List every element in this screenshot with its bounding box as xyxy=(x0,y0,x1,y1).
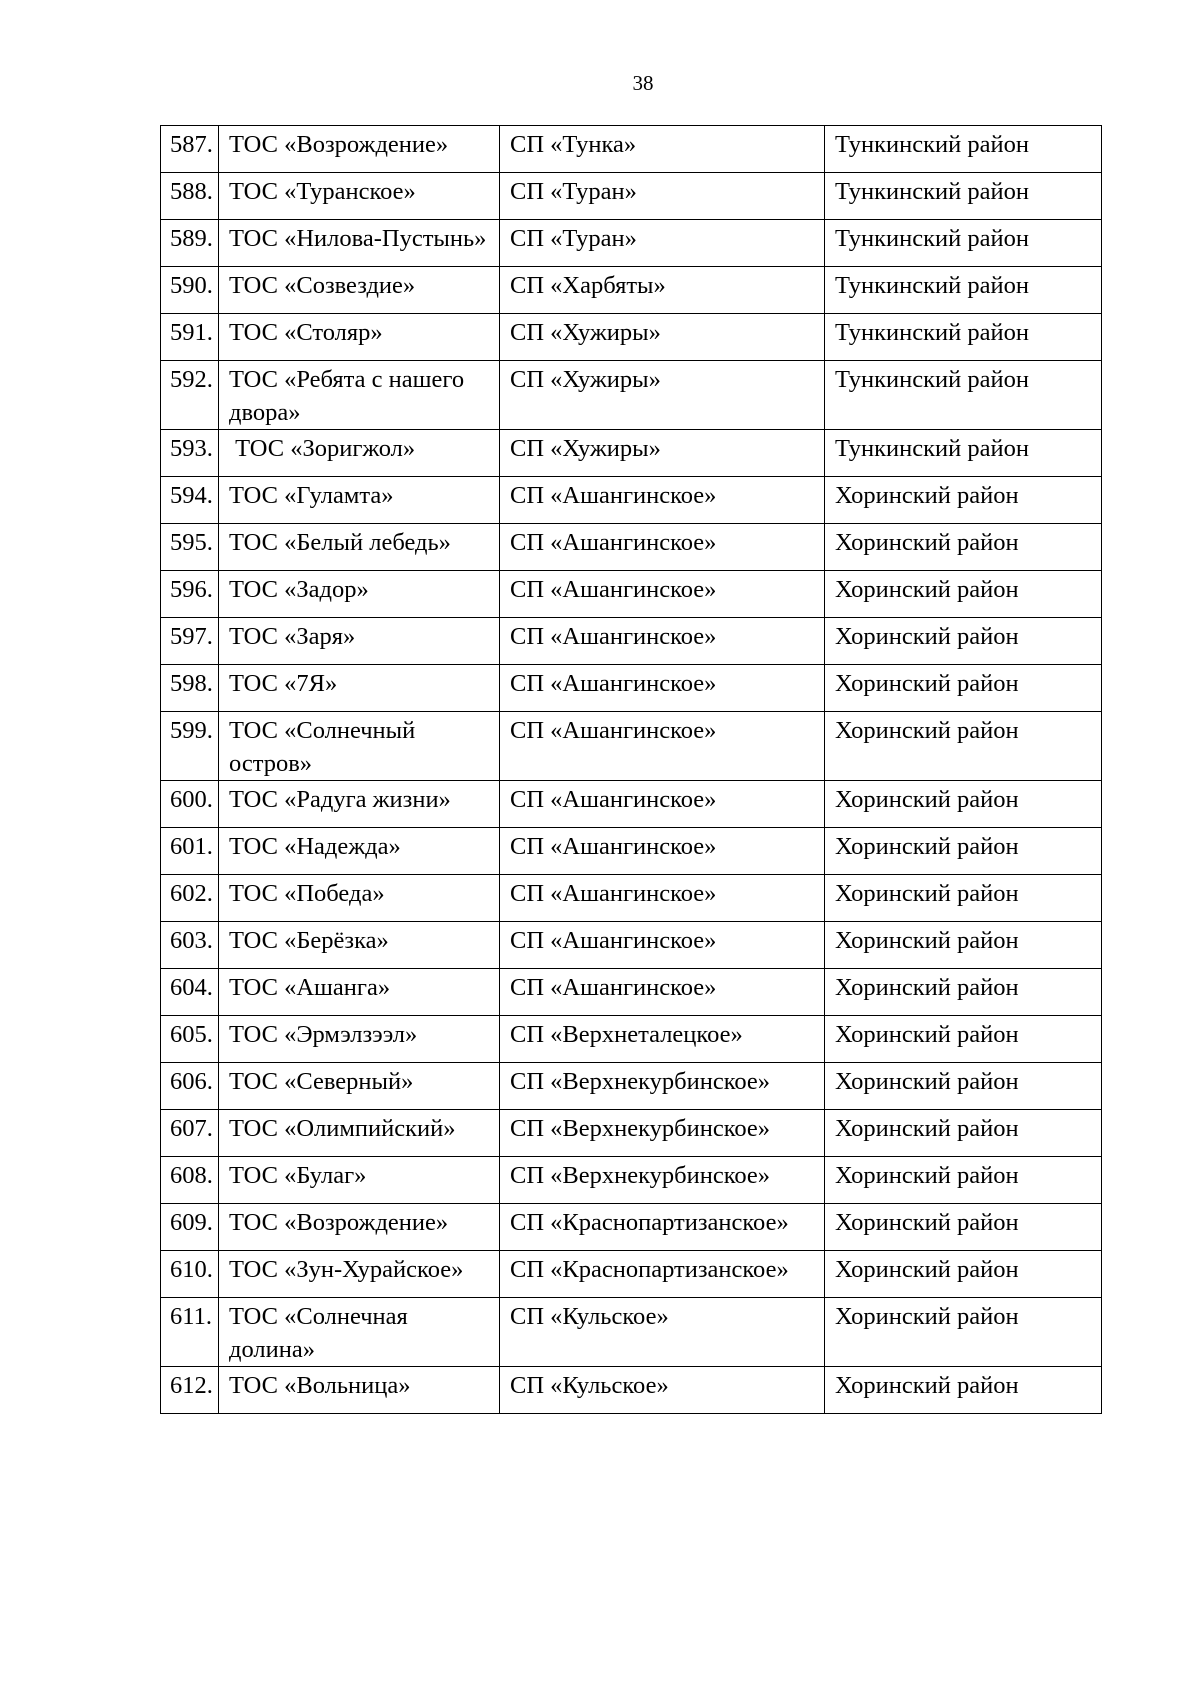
page-number: 38 xyxy=(632,71,654,95)
district-name: Тункинский район xyxy=(825,361,1102,430)
district-name: Тункинский район xyxy=(825,314,1102,361)
table-row xyxy=(161,712,1102,781)
tos-name: ТОС «Северный» xyxy=(219,1063,500,1110)
settlement-name: СП «Верхнекурбинское» xyxy=(500,1157,825,1204)
table-row xyxy=(161,828,1102,875)
table-row xyxy=(161,314,1102,361)
settlement-name: СП «Верхнекурбинское» xyxy=(500,1063,825,1110)
settlement-name: СП «Ашангинское» xyxy=(500,781,825,828)
table-row xyxy=(161,477,1102,524)
row-number: 600. xyxy=(161,781,219,828)
tos-name: ТОС «Гуламта» xyxy=(219,477,500,524)
tos-name: ТОС «Солнечный остров» xyxy=(219,712,500,781)
tos-name: ТОС «Победа» xyxy=(219,875,500,922)
district-name: Хоринский район xyxy=(825,1251,1102,1298)
row-number: 596. xyxy=(161,571,219,618)
row-number: 604. xyxy=(161,969,219,1016)
tos-name: ТОС «7Я» xyxy=(219,665,500,712)
tos-name: ТОС «Эрмэлзээл» xyxy=(219,1016,500,1063)
row-number: 587. xyxy=(161,126,219,173)
row-number: 597. xyxy=(161,618,219,665)
row-number: 590. xyxy=(161,267,219,314)
settlement-name: СП «Ашангинское» xyxy=(500,524,825,571)
row-number: 598. xyxy=(161,665,219,712)
row-number: 589. xyxy=(161,220,219,267)
tos-name: ТОС «Берёзка» xyxy=(219,922,500,969)
tos-registry-table xyxy=(160,125,1102,1414)
district-name: Хоринский район xyxy=(825,1110,1102,1157)
row-number: 605. xyxy=(161,1016,219,1063)
settlement-name: СП «Краснопартизанское» xyxy=(500,1204,825,1251)
district-name: Хоринский район xyxy=(825,571,1102,618)
settlement-name: СП «Ашангинское» xyxy=(500,477,825,524)
district-name: Тункинский район xyxy=(825,126,1102,173)
table-row xyxy=(161,1367,1102,1414)
table-row xyxy=(161,1157,1102,1204)
table-row xyxy=(161,781,1102,828)
district-name: Хоринский район xyxy=(825,618,1102,665)
district-name: Хоринский район xyxy=(825,1016,1102,1063)
settlement-name: СП «Ашангинское» xyxy=(500,922,825,969)
table-row xyxy=(161,220,1102,267)
district-name: Хоринский район xyxy=(825,477,1102,524)
tos-name: ТОС «Зоригжол» xyxy=(219,430,500,477)
tos-name: ТОС «Задор» xyxy=(219,571,500,618)
settlement-name: СП «Ашангинское» xyxy=(500,571,825,618)
settlement-name: СП «Хужиры» xyxy=(500,314,825,361)
tos-name: ТОС «Олимпийский» xyxy=(219,1110,500,1157)
table-row xyxy=(161,524,1102,571)
settlement-name: СП «Хужиры» xyxy=(500,430,825,477)
settlement-name: СП «Ашангинское» xyxy=(500,665,825,712)
row-number: 611. xyxy=(161,1298,219,1367)
settlement-name: СП «Ашангинское» xyxy=(500,969,825,1016)
table-row xyxy=(161,665,1102,712)
row-number: 602. xyxy=(161,875,219,922)
table-row xyxy=(161,361,1102,430)
table-row xyxy=(161,1110,1102,1157)
row-number: 603. xyxy=(161,922,219,969)
row-number: 610. xyxy=(161,1251,219,1298)
table-row xyxy=(161,571,1102,618)
settlement-name: СП «Ашангинское» xyxy=(500,712,825,781)
row-number: 591. xyxy=(161,314,219,361)
district-name: Хоринский район xyxy=(825,875,1102,922)
district-name: Хоринский район xyxy=(825,781,1102,828)
settlement-name: СП «Ашангинское» xyxy=(500,828,825,875)
table-row xyxy=(161,1204,1102,1251)
settlement-name: СП «Кульское» xyxy=(500,1367,825,1414)
tos-name: ТОС «Заря» xyxy=(219,618,500,665)
settlement-name: СП «Верхнекурбинское» xyxy=(500,1110,825,1157)
table-row xyxy=(161,126,1102,173)
district-name: Хоринский район xyxy=(825,1204,1102,1251)
tos-name: ТОС «Созвездие» xyxy=(219,267,500,314)
tos-name: ТОС «Ашанга» xyxy=(219,969,500,1016)
row-number: 601. xyxy=(161,828,219,875)
table-row xyxy=(161,173,1102,220)
tos-name: ТОС «Столяр» xyxy=(219,314,500,361)
tos-name: ТОС «Булаг» xyxy=(219,1157,500,1204)
settlement-name: СП «Верхнеталецкое» xyxy=(500,1016,825,1063)
tos-name: ТОС «Солнечная долина» xyxy=(219,1298,500,1367)
settlement-name: СП «Хужиры» xyxy=(500,361,825,430)
table-row xyxy=(161,267,1102,314)
tos-name: ТОС «Возрождение» xyxy=(219,1204,500,1251)
row-number: 607. xyxy=(161,1110,219,1157)
table-row xyxy=(161,922,1102,969)
district-name: Тункинский район xyxy=(825,173,1102,220)
settlement-name: СП «Харбяты» xyxy=(500,267,825,314)
row-number: 592. xyxy=(161,361,219,430)
district-name: Хоринский район xyxy=(825,969,1102,1016)
tos-name: ТОС «Туранское» xyxy=(219,173,500,220)
table-row xyxy=(161,875,1102,922)
row-number: 588. xyxy=(161,173,219,220)
district-name: Тункинский район xyxy=(825,430,1102,477)
tos-name: ТОС «Ребята с нашего двора» xyxy=(219,361,500,430)
settlement-name: СП «Кульское» xyxy=(500,1298,825,1367)
table-row xyxy=(161,1063,1102,1110)
district-name: Хоринский район xyxy=(825,1367,1102,1414)
tos-name: ТОС «Зун-Хурайское» xyxy=(219,1251,500,1298)
settlement-name: СП «Тунка» xyxy=(500,126,825,173)
row-number: 612. xyxy=(161,1367,219,1414)
table-row xyxy=(161,969,1102,1016)
district-name: Тункинский район xyxy=(825,220,1102,267)
settlement-name: СП «Туран» xyxy=(500,220,825,267)
district-name: Тункинский район xyxy=(825,267,1102,314)
settlement-name: СП «Ашангинское» xyxy=(500,618,825,665)
district-name: Хоринский район xyxy=(825,712,1102,781)
tos-name: ТОС «Возрождение» xyxy=(219,126,500,173)
district-name: Хоринский район xyxy=(825,665,1102,712)
settlement-name: СП «Краснопартизанское» xyxy=(500,1251,825,1298)
table-row xyxy=(161,1016,1102,1063)
tos-name: ТОС «Надежда» xyxy=(219,828,500,875)
district-name: Хоринский район xyxy=(825,1063,1102,1110)
table-row xyxy=(161,1298,1102,1367)
tos-name: ТОС «Радуга жизни» xyxy=(219,781,500,828)
district-name: Хоринский район xyxy=(825,1298,1102,1367)
table-row xyxy=(161,1251,1102,1298)
tos-name: ТОС «Белый лебедь» xyxy=(219,524,500,571)
table-row xyxy=(161,618,1102,665)
tos-name: ТОС «Нилова-Пустынь» xyxy=(219,220,500,267)
settlement-name: СП «Ашангинское» xyxy=(500,875,825,922)
row-number: 599. xyxy=(161,712,219,781)
district-name: Хоринский район xyxy=(825,524,1102,571)
district-name: Хоринский район xyxy=(825,828,1102,875)
settlement-name: СП «Туран» xyxy=(500,173,825,220)
row-number: 595. xyxy=(161,524,219,571)
row-number: 608. xyxy=(161,1157,219,1204)
tos-name: ТОС «Вольница» xyxy=(219,1367,500,1414)
table-row xyxy=(161,430,1102,477)
row-number: 593. xyxy=(161,430,219,477)
district-name: Хоринский район xyxy=(825,1157,1102,1204)
row-number: 594. xyxy=(161,477,219,524)
row-number: 609. xyxy=(161,1204,219,1251)
district-name: Хоринский район xyxy=(825,922,1102,969)
row-number: 606. xyxy=(161,1063,219,1110)
